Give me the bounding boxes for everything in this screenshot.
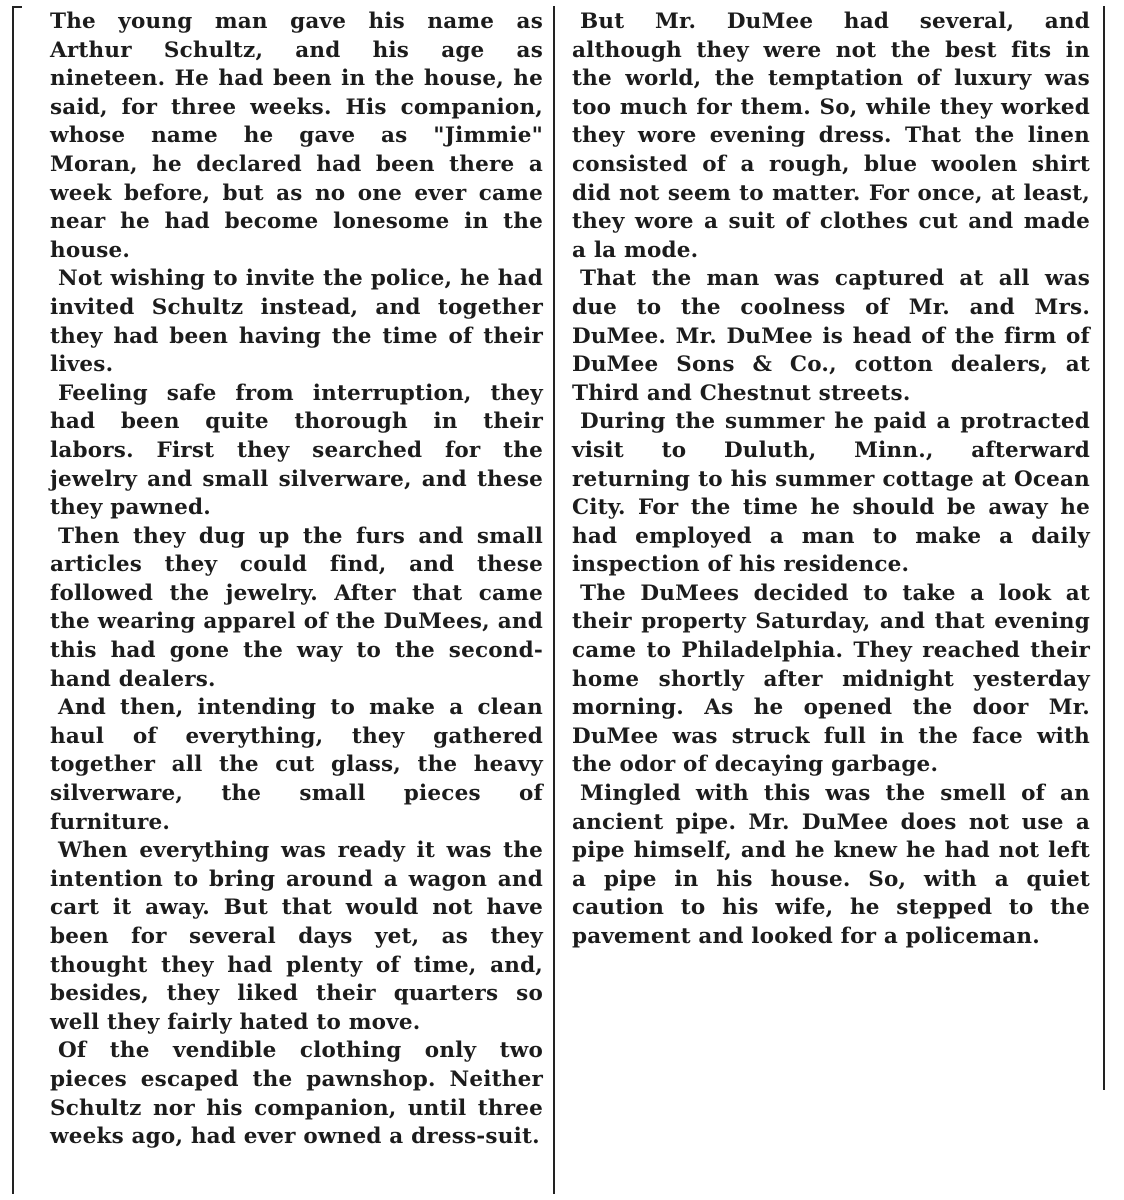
paragraph: Then they dug up the furs and small articles they could find, and these followed the jewelry. After that came the wearing apparel of the DuMees, and this had gone the way to the second-hand dealers. [50,523,543,692]
right-column [572,8,1092,952]
column-divider-rule [553,6,555,1194]
paragraph: And then, intending to make a clean haul of everything, they gathered together all the cut glass, the heavy silverware, the small pieces of furniture. [50,695,543,835]
paragraph: Of the vendible clothing only two pieces escaped the pawnshop. Neither Schultz nor his companion, until three weeks ago, had ever owned a dress-suit. [50,1038,543,1150]
paragraph: Mingled with this was the smell of an ancient pipe. Mr. DuMee does not use a pipe himself, and he knew he had not left a pipe in his house. So, with a quiet caution to his wife, he stepped to the pavement and looked for a policeman. [572,781,1090,949]
paragraph: But Mr. DuMee had several, and although they were not the best fits in the world, the temptation of luxury was too much for them. So, while they worked they wore evening dress. That the linen consisted of a rough, blue woolen shirt did not seem to matter. For once, at least, they wore a suit of clothes cut and made a la mode. [572,9,1090,263]
paragraph: During the summer he paid a protracted visit to Duluth, Minn., afterward returning to his summer cottage at Ocean City. For the time he should be away he had employed a man to make a daily inspection of his residence. [572,409,1090,578]
corner-tick [12,6,22,8]
paragraph: Not wishing to invite the police, he had invited Schultz instead, and together they had been having the time of their lives. [50,266,543,378]
paragraph: When everything was ready it was the intention to bring around a wagon and cart it away. But that would not have been for several days yet, as they thought they had plenty of time, and, besides, they liked their quarters so well they fairly hated to move. [50,838,543,1035]
right-column-rule [1103,6,1105,1090]
paragraph: The DuMees decided to take a look at their property Saturday, and that evening came to Philadelphia. They reached their home shortly after midnight yesterday morning. As he opened the door Mr. DuMee was struck full in the face with the odor of decaying garbage. [572,580,1090,778]
paragraph: That the man was captured at all was due to the coolness of Mr. and Mrs. DuMee. Mr. DuMee is head of the firm of DuMee Sons & Co., cotton dealers, at Third and Chestnut streets. [572,266,1090,406]
left-column [50,8,543,1152]
paragraph: The young man gave his name as Arthur Schultz, and his age as nineteen. He had been in the house, he said, for three weeks. His companion, whose name he gave as "Jimmie" Moran, he declared had been there a week before, but as no one ever came near he had become lonesome in the house. [50,9,543,263]
paragraph: Feeling safe from interruption, they had been quite thorough in their labors. First they searched for the jewelry and small silverware, and these they pawned. [50,380,543,521]
left-column-rule [12,6,14,1194]
